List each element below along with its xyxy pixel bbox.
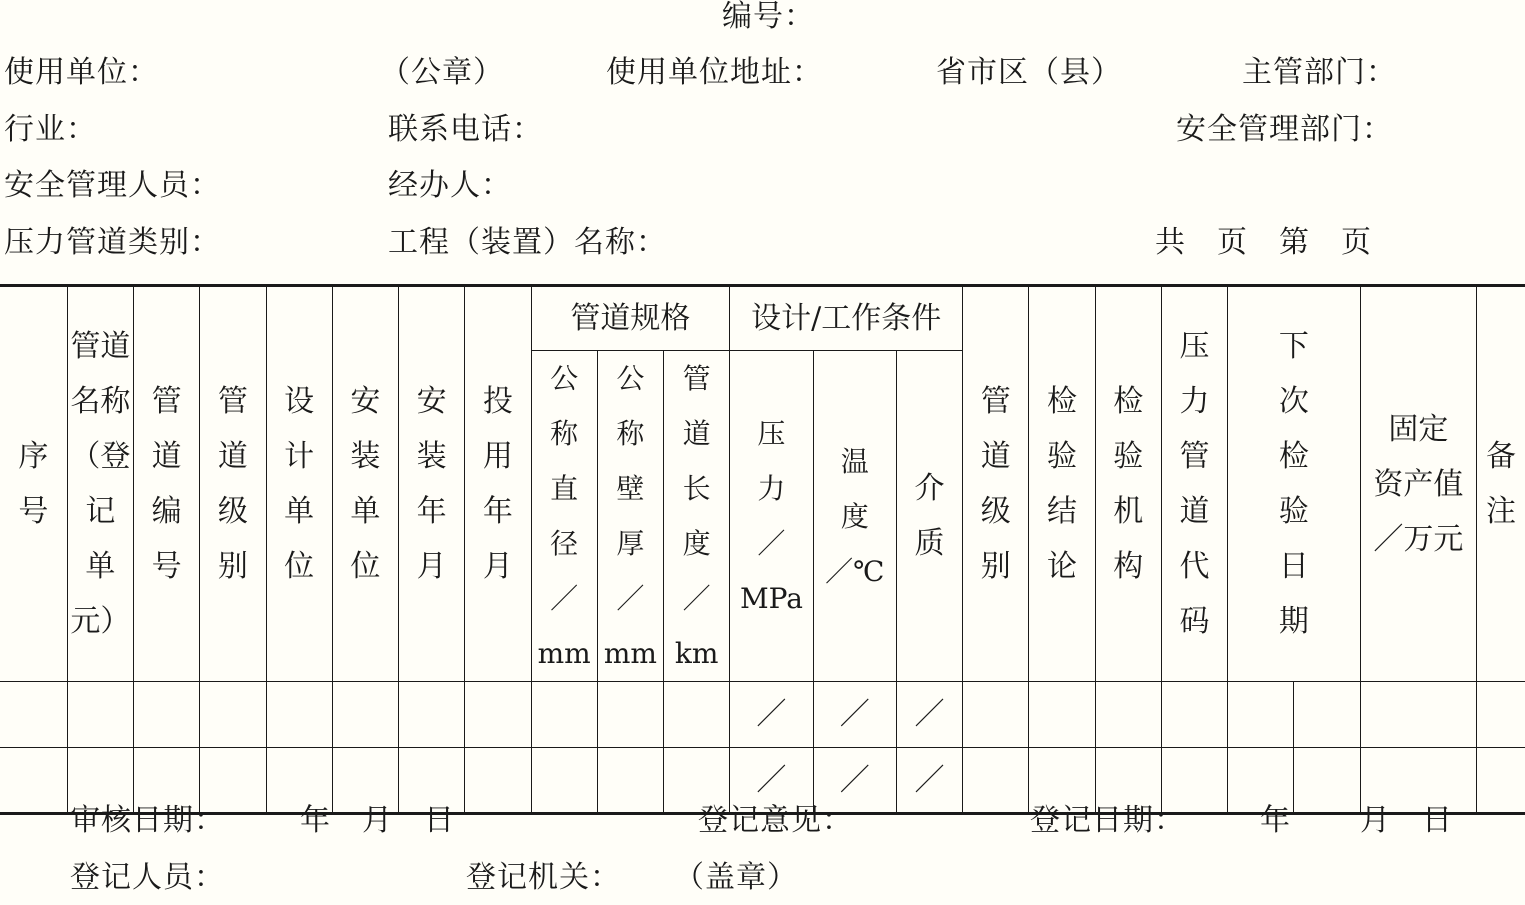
pipe-category-label: 压力管道类别： [4,225,221,260]
authority-seal-note: （盖章） [674,860,798,895]
cell-next-inspect-b[interactable] [1294,748,1360,814]
registration-table [0,284,1525,815]
project-name-label: 工程（装置）名称： [388,225,667,260]
review-date-label: 审核日期： [70,803,225,838]
cell-service-date[interactable] [465,748,531,814]
cell-medium[interactable]: ／ [896,748,962,814]
cell-pressure[interactable]: ／ [730,682,813,748]
header-install-date: 安 装 年 月 [399,286,465,682]
province-city-district: 省市区（县） [936,55,1122,90]
safety-dept-label: 安全管理部门： [1176,112,1393,147]
cell-medium[interactable]: ／ [896,682,962,748]
cell-install-unit[interactable] [332,682,398,748]
header-pipe-no: 管 道 编 号 [134,286,200,682]
cell-pipe-no[interactable] [134,682,200,748]
cell-pipe-grade[interactable] [200,682,266,748]
cell-pipe-code[interactable] [1161,682,1227,748]
header-pressure: 压 力 ／MPa [730,351,813,682]
reg-opinion-label: 登记意见： [698,803,853,838]
header-remarks: 备 注 [1477,286,1525,682]
cell-seq[interactable] [0,682,67,748]
header-wall-thick: 公 称 壁 厚 ／mm [597,351,663,682]
cell-service-date[interactable] [465,682,531,748]
official-seal-note: （公章） [380,55,504,90]
cell-wall-thick[interactable] [597,682,663,748]
reg-authority-label: 登记机关： [466,860,621,895]
reg-date-year: 年 [1260,803,1291,838]
cell-remarks[interactable] [1477,682,1525,748]
reg-date-label: 登记日期： [1030,803,1185,838]
header-seq: 序 号 [0,286,67,682]
header-design-unit: 设 计 单 位 [266,286,332,682]
review-date-ymd: 年 月 日 [300,803,455,838]
header-nominal-dia: 公 称 直 径 ／mm [531,351,597,682]
safety-staff-label: 安全管理人员： [4,168,221,203]
cell-pipe-grade-2[interactable] [963,682,1029,748]
header-group-conditions: 设计/工作条件 [730,286,963,351]
registrar-label: 登记人员： [70,860,225,895]
header-service-date: 投 用 年 月 [465,286,531,682]
cell-seq[interactable] [0,748,67,814]
header-pipe-grade: 管 道 级 别 [200,286,266,682]
cell-temperature[interactable]: ／ [813,748,896,814]
cell-inspect-org[interactable] [1095,682,1161,748]
cell-length[interactable] [664,682,730,748]
header-pipe-grade-2: 管 道 级 别 [963,286,1029,682]
cell-wall-thick[interactable] [597,748,663,814]
table-row [0,682,1525,748]
handler-label: 经办人： [388,168,512,203]
cell-remarks[interactable] [1477,748,1525,814]
header-medium: 介 质 [896,351,962,682]
number-label: 编号： [722,0,815,34]
header-pipe-code: 压 力 管 道 代 码 [1161,286,1227,682]
reg-date-month-day: 月 日 [1360,803,1453,838]
header-temperature: 温 度 ／℃ [813,351,896,682]
header-asset-value: 固定 资产值 ／万元 [1360,286,1476,682]
header-install-unit: 安 装 单 位 [332,286,398,682]
industry-label: 行业： [4,112,97,147]
cell-pressure[interactable]: ／ [730,748,813,814]
cell-temperature[interactable]: ／ [813,682,896,748]
cell-next-inspect-a[interactable] [1228,682,1294,748]
cell-nominal-dia[interactable] [531,748,597,814]
cell-pipe-name[interactable] [67,682,133,748]
header-length: 管 道 长 度 ／km [664,351,730,682]
cell-asset-value[interactable] [1360,682,1476,748]
header-pipe-name: 管道 名称 （登 记 单 元） [67,286,133,682]
cell-nominal-dia[interactable] [531,682,597,748]
supervisor-dept-label: 主管部门： [1242,55,1397,90]
header-next-inspect: 下 次 检 验 日 期 [1228,286,1361,682]
phone-label: 联系电话： [388,112,543,147]
cell-install-date[interactable] [399,682,465,748]
page-count: 共 页 第 页 [1155,225,1372,260]
cell-pipe-grade-2[interactable] [963,748,1029,814]
use-unit-label: 使用单位： [4,55,159,90]
use-unit-address-label: 使用单位地址： [606,55,823,90]
cell-design-unit[interactable] [266,682,332,748]
header-inspect-org: 检 验 机 构 [1095,286,1161,682]
cell-inspect-result[interactable] [1029,682,1095,748]
header-inspect-result: 检 验 结 论 [1029,286,1095,682]
header-group-spec: 管道规格 [531,286,730,351]
cell-next-inspect-b[interactable] [1294,682,1360,748]
